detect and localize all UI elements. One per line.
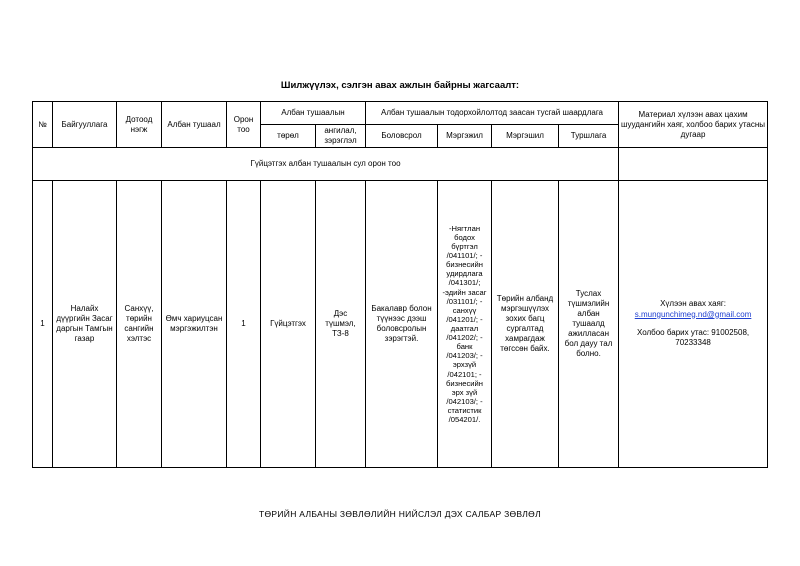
header-row-1 [33, 102, 768, 125]
cell-education: Бакалавр болон түүнээс дээш боловсролын зэрэгтэй. [366, 181, 438, 468]
table-row [33, 181, 768, 468]
section-empty-cell [619, 148, 768, 181]
contact-phone: Холбоо барих утас: 91002508, 70233348 [636, 328, 750, 348]
header-skill: Мэргэшил [492, 125, 559, 148]
header-contact: Материал хүлээн авах цахим шуудангийн хаяг, холбоо барих утасны дугаар [619, 102, 768, 148]
cell-unit: Санхүү, төрийн сангийн хэлтэс [117, 181, 162, 468]
cell-contact [619, 181, 768, 468]
cell-count: 1 [227, 181, 261, 468]
header-count: Орон тоо [227, 102, 261, 148]
header-type: төрөл [261, 125, 316, 148]
contact-label: Хүлээн авах хаяг: [660, 299, 726, 309]
header-profession: Мэргэжил [438, 125, 492, 148]
cell-organization: Налайх дүүргийн Засаг даргын Тамгын газар [53, 181, 117, 468]
cell-no: 1 [33, 181, 53, 468]
header-no: № [33, 102, 53, 148]
contact-email-link[interactable]: s.mungunchimeg.nd@gmail.com [634, 309, 752, 319]
cell-class: Дэс түшмэл, ТЗ-8 [316, 181, 366, 468]
header-education: Боловсрол [366, 125, 438, 148]
page-title: Шилжүүлэх, сэлгэн авах ажлын байрны жагсаалт: [280, 80, 520, 91]
header-class: ангилал, зэрэглэл [316, 125, 366, 148]
header-position-group: Албан тушаалын [261, 102, 366, 125]
footer-council-name: ТӨРИЙН АЛБАНЫ ЗӨВЛӨЛИЙН НИЙСЛЭЛ ДЭХ САЛБАР ЗӨВЛӨЛ [259, 509, 541, 519]
header-organization: Байгууллага [53, 102, 117, 148]
cell-skill: Төрийн албанд мэргэшүүлэх зохих багц сургалтад хамрагдаж төгссөн байх. [492, 181, 559, 468]
header-unit: Дотоод нэгж [117, 102, 162, 148]
cell-experience: Туслах түшмэлийн албан тушаалд ажилласан бол дауу тал болно. [559, 181, 619, 468]
vacancy-table [32, 101, 768, 468]
cell-profession: -Нягтлан бодох бүртгэл /041101/; - бизнесийн удирдлага /041301/; -эдийн засаг /031101/; - санхүү /041201/; - даатгал /041202/; - банк /041203/; - эрхзүй /042101; - бизнесийн эрх зүй /042103/; - статистик /054201/. [438, 181, 492, 468]
header-position: Албан тушаал [162, 102, 227, 148]
header-experience: Туршлага [559, 125, 619, 148]
cell-type: Гүйцэтгэх [261, 181, 316, 468]
cell-position: Өмч хариуцсан мэргэжилтэн [162, 181, 227, 468]
section-label: Гүйцэтгэх албан тушаалын сул орон тоо [33, 148, 619, 181]
header-requirements-group: Албан тушаалын тодорхойлолтод заасан тусгай шаардлага [366, 102, 619, 125]
section-row [33, 148, 768, 181]
